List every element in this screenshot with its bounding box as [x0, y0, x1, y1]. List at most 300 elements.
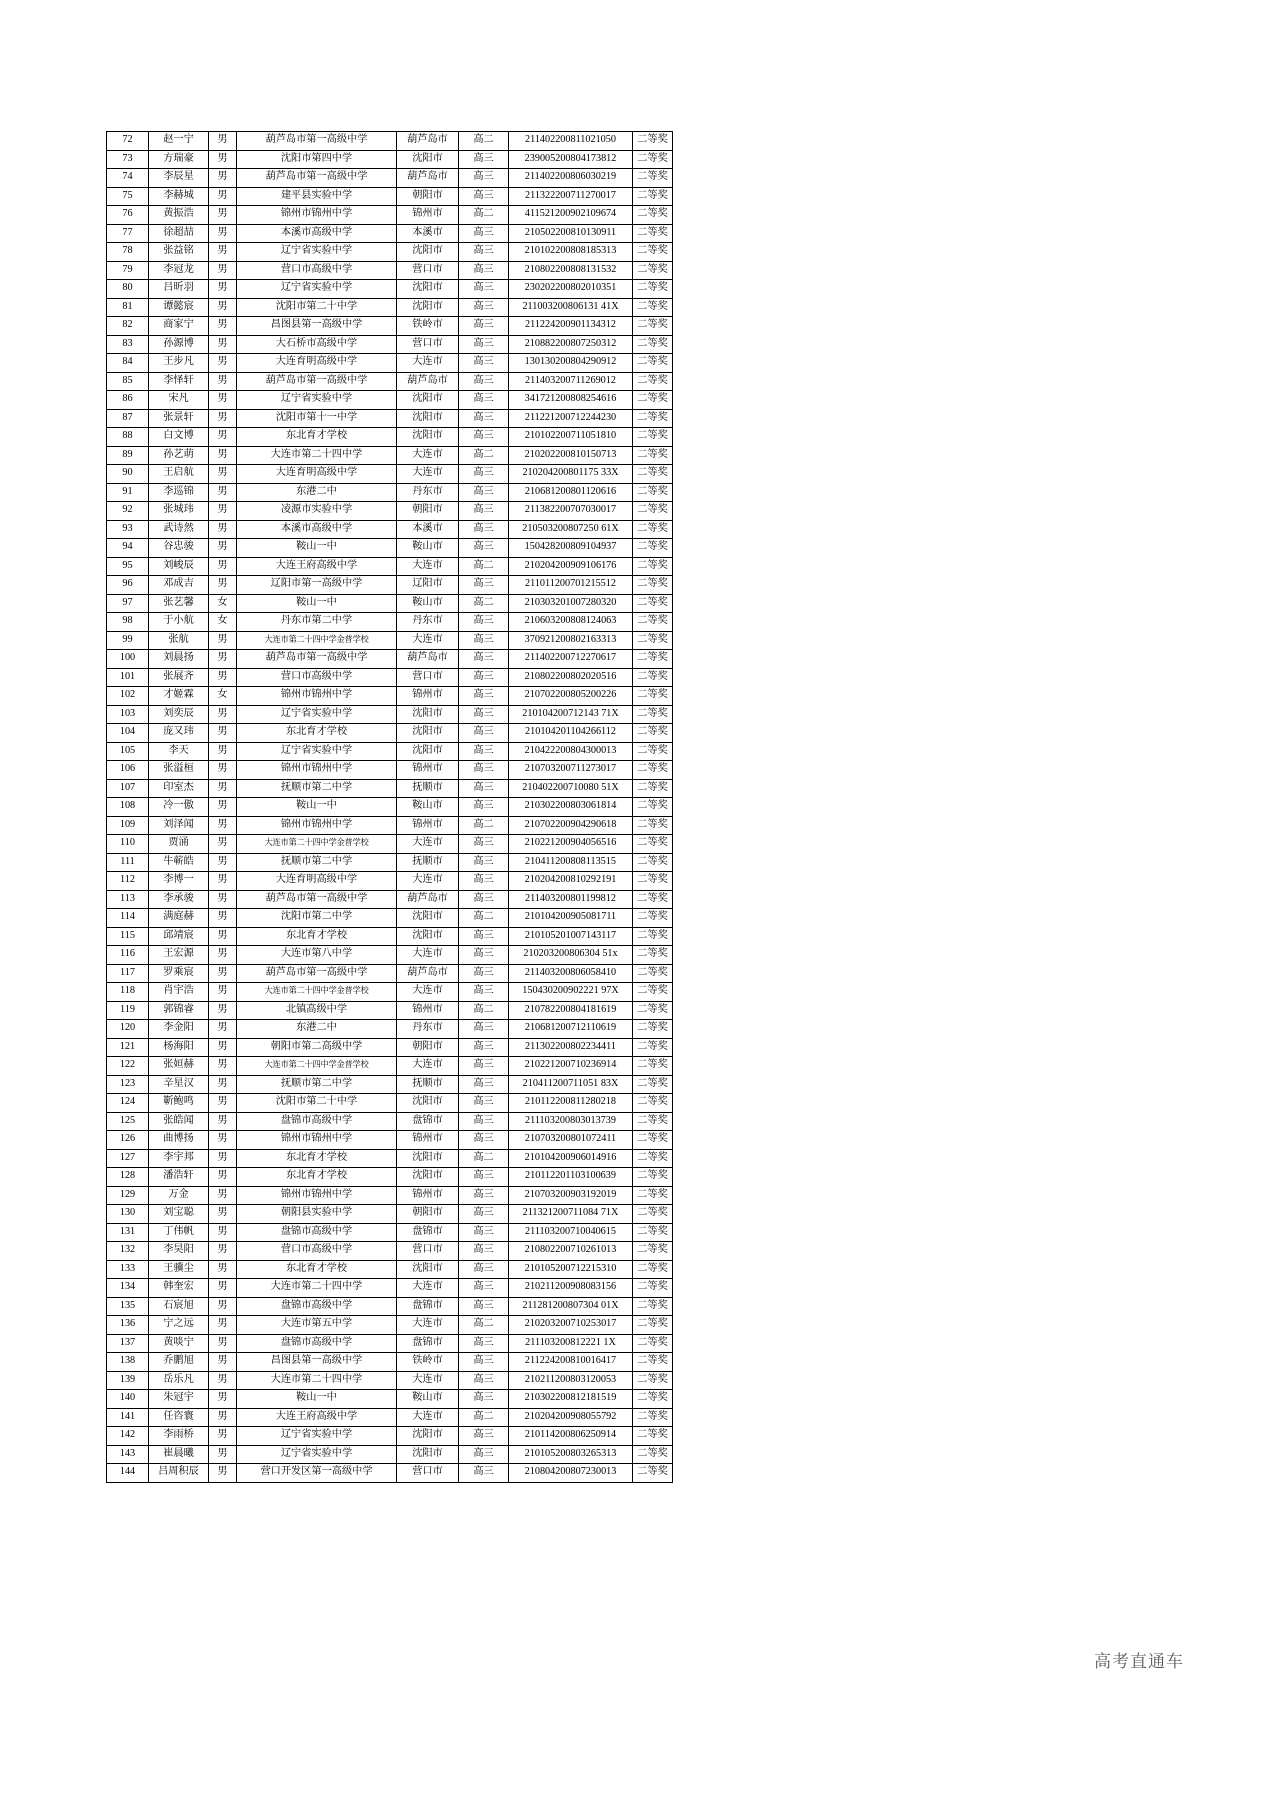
table-cell-id: 210402200710080 51X [509, 779, 633, 798]
table-cell-grade: 高三 [459, 187, 509, 206]
table-cell-no: 134 [107, 1279, 149, 1298]
table-row [107, 132, 673, 151]
table-row [107, 150, 673, 169]
table-cell-grade: 高三 [459, 1112, 509, 1131]
table-row [107, 1205, 673, 1224]
table-cell-name: 王骥尘 [149, 1260, 209, 1279]
table-cell-school: 大连市第二十四中学 [237, 1371, 397, 1390]
table-cell-school: 葫芦岛市第一高级中学 [237, 964, 397, 983]
table-cell-no: 141 [107, 1408, 149, 1427]
table-cell-id: 210204200908055792 [509, 1408, 633, 1427]
table-cell-city: 鞍山市 [397, 594, 459, 613]
table-cell-award: 二等奖 [633, 1260, 673, 1279]
table-cell-sex: 男 [209, 150, 237, 169]
table-cell-sex: 男 [209, 261, 237, 280]
table-cell-grade: 高二 [459, 446, 509, 465]
table-cell-school: 大连育明高级中学 [237, 354, 397, 373]
table-cell-name: 孙源博 [149, 335, 209, 354]
table-cell-grade: 高三 [459, 150, 509, 169]
table-row [107, 631, 673, 650]
table-row [107, 1112, 673, 1131]
table-cell-sex: 男 [209, 668, 237, 687]
award-list-body [107, 132, 673, 1483]
table-cell-name: 朱冠宇 [149, 1390, 209, 1409]
table-row [107, 187, 673, 206]
table-cell-id: 210303201007280320 [509, 594, 633, 613]
table-cell-sex: 男 [209, 1038, 237, 1057]
table-cell-school: 锦州市锦州中学 [237, 1186, 397, 1205]
table-cell-city: 营口市 [397, 335, 459, 354]
table-cell-name: 李天 [149, 742, 209, 761]
table-cell-award: 二等奖 [633, 150, 673, 169]
table-row [107, 1186, 673, 1205]
table-cell-name: 黄啖宁 [149, 1334, 209, 1353]
table-cell-grade: 高三 [459, 1445, 509, 1464]
table-cell-award: 二等奖 [633, 946, 673, 965]
table-cell-city: 大连市 [397, 446, 459, 465]
table-cell-school: 大连市第二十四中学金普学校 [237, 631, 397, 650]
table-cell-grade: 高三 [459, 1371, 509, 1390]
table-cell-school: 东港二中 [237, 1020, 397, 1039]
table-cell-sex: 男 [209, 1186, 237, 1205]
table-row [107, 391, 673, 410]
table-cell-city: 沈阳市 [397, 1445, 459, 1464]
table-cell-grade: 高三 [459, 650, 509, 669]
table-cell-no: 97 [107, 594, 149, 613]
table-cell-grade: 高二 [459, 909, 509, 928]
table-cell-sex: 男 [209, 853, 237, 872]
table-cell-school: 鞍山一中 [237, 1390, 397, 1409]
table-cell-award: 二等奖 [633, 631, 673, 650]
table-cell-city: 盘锦市 [397, 1297, 459, 1316]
table-cell-award: 二等奖 [633, 668, 673, 687]
table-cell-award: 二等奖 [633, 354, 673, 373]
table-cell-grade: 高二 [459, 1316, 509, 1335]
table-row [107, 372, 673, 391]
table-cell-name: 宋凡 [149, 391, 209, 410]
table-cell-sex: 男 [209, 1075, 237, 1094]
table-row [107, 1371, 673, 1390]
table-row [107, 594, 673, 613]
table-cell-award: 二等奖 [633, 687, 673, 706]
table-cell-city: 沈阳市 [397, 1094, 459, 1113]
table-row [107, 724, 673, 743]
table-cell-school: 抚顺市第二中学 [237, 779, 397, 798]
table-cell-name: 刘奕辰 [149, 705, 209, 724]
table-cell-sex: 男 [209, 409, 237, 428]
table-cell-award: 二等奖 [633, 1057, 673, 1076]
table-cell-id: 211103200710040615 [509, 1223, 633, 1242]
table-cell-name: 张展齐 [149, 668, 209, 687]
table-cell-id: 211403200806058410 [509, 964, 633, 983]
table-cell-award: 二等奖 [633, 927, 673, 946]
table-cell-sex: 男 [209, 835, 237, 854]
table-cell-city: 沈阳市 [397, 909, 459, 928]
table-cell-school: 大连市第五中学 [237, 1316, 397, 1335]
table-cell-id: 210102200808185313 [509, 243, 633, 262]
table-cell-school: 盘锦市高级中学 [237, 1223, 397, 1242]
table-cell-no: 105 [107, 742, 149, 761]
table-cell-grade: 高二 [459, 594, 509, 613]
table-cell-name: 宁之远 [149, 1316, 209, 1335]
table-cell-grade: 高三 [459, 354, 509, 373]
table-row [107, 169, 673, 188]
table-cell-id: 150428200809104937 [509, 539, 633, 558]
table-cell-sex: 男 [209, 761, 237, 780]
table-cell-grade: 高二 [459, 206, 509, 225]
table-row [107, 816, 673, 835]
table-cell-school: 东北育才学校 [237, 1168, 397, 1187]
table-cell-no: 107 [107, 779, 149, 798]
table-cell-id: 210104200906014916 [509, 1149, 633, 1168]
table-cell-city: 丹东市 [397, 1020, 459, 1039]
table-cell-id: 210302200812181519 [509, 1390, 633, 1409]
table-cell-no: 84 [107, 354, 149, 373]
table-cell-name: 赵一宁 [149, 132, 209, 151]
table-cell-award: 二等奖 [633, 428, 673, 447]
table-row [107, 1038, 673, 1057]
table-cell-sex: 男 [209, 816, 237, 835]
table-cell-id: 210703200903192019 [509, 1186, 633, 1205]
table-cell-city: 铁岭市 [397, 1353, 459, 1372]
table-cell-city: 铁岭市 [397, 317, 459, 336]
table-row [107, 224, 673, 243]
table-row [107, 280, 673, 299]
table-cell-sex: 女 [209, 594, 237, 613]
table-cell-name: 万金 [149, 1186, 209, 1205]
table-cell-sex: 女 [209, 687, 237, 706]
table-cell-grade: 高三 [459, 428, 509, 447]
table-cell-sex: 男 [209, 169, 237, 188]
table-cell-grade: 高三 [459, 927, 509, 946]
watermark-label: 高考直通车 [1094, 1652, 1184, 1671]
table-cell-grade: 高三 [459, 1242, 509, 1261]
table-cell-no: 82 [107, 317, 149, 336]
table-row [107, 539, 673, 558]
table-row [107, 779, 673, 798]
table-cell-grade: 高三 [459, 483, 509, 502]
table-cell-name: 张姮赫 [149, 1057, 209, 1076]
table-cell-name: 李赫城 [149, 187, 209, 206]
table-cell-award: 二等奖 [633, 243, 673, 262]
table-cell-award: 二等奖 [633, 1390, 673, 1409]
table-cell-id: 211403200711269012 [509, 372, 633, 391]
table-cell-school: 大连市第二十四中学 [237, 1279, 397, 1298]
table-cell-school: 营口市高级中学 [237, 668, 397, 687]
table-cell-school: 大石桥市高级中学 [237, 335, 397, 354]
table-cell-school: 东北育才学校 [237, 927, 397, 946]
table-cell-school: 营口市高级中学 [237, 261, 397, 280]
table-cell-grade: 高三 [459, 779, 509, 798]
table-cell-no: 112 [107, 872, 149, 891]
table-cell-city: 葫芦岛市 [397, 169, 459, 188]
table-cell-id: 370921200802163313 [509, 631, 633, 650]
table-cell-grade: 高二 [459, 1408, 509, 1427]
table-cell-school: 东北育才学校 [237, 1149, 397, 1168]
table-cell-name: 于小航 [149, 613, 209, 632]
table-cell-award: 二等奖 [633, 798, 673, 817]
table-cell-sex: 男 [209, 354, 237, 373]
table-cell-award: 二等奖 [633, 335, 673, 354]
table-cell-city: 锦州市 [397, 816, 459, 835]
table-cell-name: 牛蕲皓 [149, 853, 209, 872]
table-cell-id: 210104200905081711 [509, 909, 633, 928]
table-cell-grade: 高三 [459, 1297, 509, 1316]
table-cell-name: 罗乘宸 [149, 964, 209, 983]
table-cell-id: 210503200807250 61X [509, 520, 633, 539]
table-cell-school: 大连王府高级中学 [237, 557, 397, 576]
table-cell-school: 大连王府高级中学 [237, 1408, 397, 1427]
table-cell-sex: 男 [209, 1353, 237, 1372]
table-cell-city: 朝阳市 [397, 502, 459, 521]
table-cell-city: 沈阳市 [397, 724, 459, 743]
table-cell-name: 靳鲍鸣 [149, 1094, 209, 1113]
table-cell-city: 营口市 [397, 668, 459, 687]
table-cell-school: 大连育明高级中学 [237, 465, 397, 484]
table-cell-id: 210105200803265313 [509, 1445, 633, 1464]
table-cell-school: 朝阳县实验中学 [237, 1205, 397, 1224]
table-row [107, 1001, 673, 1020]
table-cell-grade: 高三 [459, 298, 509, 317]
table-cell-sex: 男 [209, 1445, 237, 1464]
table-cell-school: 辽宁省实验中学 [237, 391, 397, 410]
table-cell-award: 二等奖 [633, 298, 673, 317]
table-cell-sex: 男 [209, 317, 237, 336]
table-cell-city: 沈阳市 [397, 428, 459, 447]
table-row [107, 613, 673, 632]
table-cell-sex: 男 [209, 705, 237, 724]
table-cell-name: 刘泽闻 [149, 816, 209, 835]
table-cell-city: 盘锦市 [397, 1223, 459, 1242]
table-row [107, 243, 673, 262]
table-cell-grade: 高三 [459, 1057, 509, 1076]
table-cell-award: 二等奖 [633, 520, 673, 539]
table-cell-sex: 男 [209, 724, 237, 743]
table-cell-id: 211322200711270017 [509, 187, 633, 206]
table-cell-award: 二等奖 [633, 1242, 673, 1261]
table-cell-city: 大连市 [397, 872, 459, 891]
table-cell-award: 二等奖 [633, 1001, 673, 1020]
table-cell-no: 140 [107, 1390, 149, 1409]
table-cell-sex: 男 [209, 1242, 237, 1261]
table-cell-name: 武诗然 [149, 520, 209, 539]
table-cell-name: 张溢桓 [149, 761, 209, 780]
table-cell-school: 锦州市锦州中学 [237, 687, 397, 706]
table-row [107, 520, 673, 539]
table-cell-name: 辛星汉 [149, 1075, 209, 1094]
table-cell-school: 辽宁省实验中学 [237, 1427, 397, 1446]
table-cell-grade: 高二 [459, 557, 509, 576]
table-cell-sex: 男 [209, 502, 237, 521]
table-cell-city: 沈阳市 [397, 243, 459, 262]
table-cell-city: 盘锦市 [397, 1112, 459, 1131]
table-cell-id: 411521200902109674 [509, 206, 633, 225]
table-cell-grade: 高三 [459, 520, 509, 539]
table-cell-no: 95 [107, 557, 149, 576]
table-cell-grade: 高三 [459, 335, 509, 354]
table-cell-name: 才姬霖 [149, 687, 209, 706]
table-cell-grade: 高三 [459, 1464, 509, 1483]
table-cell-school: 盘锦市高级中学 [237, 1112, 397, 1131]
table-cell-award: 二等奖 [633, 557, 673, 576]
table-cell-id: 210502200810130911 [509, 224, 633, 243]
table-row [107, 964, 673, 983]
table-row [107, 1297, 673, 1316]
table-cell-id: 210422200804300013 [509, 742, 633, 761]
table-cell-id: 210802200808131532 [509, 261, 633, 280]
table-cell-award: 二等奖 [633, 1464, 673, 1483]
table-row [107, 872, 673, 891]
table-cell-no: 131 [107, 1223, 149, 1242]
table-cell-no: 101 [107, 668, 149, 687]
table-cell-no: 92 [107, 502, 149, 521]
table-cell-award: 二等奖 [633, 705, 673, 724]
table-cell-award: 二等奖 [633, 779, 673, 798]
table-row [107, 1057, 673, 1076]
table-cell-name: 乔鹏旭 [149, 1353, 209, 1372]
table-cell-no: 125 [107, 1112, 149, 1131]
table-cell-city: 营口市 [397, 1464, 459, 1483]
table-cell-city: 本溪市 [397, 520, 459, 539]
table-cell-no: 116 [107, 946, 149, 965]
table-cell-sex: 男 [209, 1112, 237, 1131]
table-cell-grade: 高三 [459, 1279, 509, 1298]
table-cell-school: 葫芦岛市第一高级中学 [237, 372, 397, 391]
table-cell-id: 210802200802020516 [509, 668, 633, 687]
table-cell-id: 211403200801199812 [509, 890, 633, 909]
table-row [107, 909, 673, 928]
table-cell-sex: 男 [209, 1390, 237, 1409]
table-cell-name: 刘宝聪 [149, 1205, 209, 1224]
table-cell-grade: 高二 [459, 1149, 509, 1168]
table-cell-no: 86 [107, 391, 149, 410]
table-cell-award: 二等奖 [633, 576, 673, 595]
table-cell-school: 大连市第二十四中学金普学校 [237, 983, 397, 1002]
table-cell-no: 110 [107, 835, 149, 854]
table-cell-id: 210703200801072411 [509, 1131, 633, 1150]
table-cell-id: 211003200806131 41X [509, 298, 633, 317]
table-cell-city: 锦州市 [397, 687, 459, 706]
table-cell-award: 二等奖 [633, 1223, 673, 1242]
table-row [107, 687, 673, 706]
table-row [107, 298, 673, 317]
table-cell-no: 72 [107, 132, 149, 151]
table-cell-city: 锦州市 [397, 1001, 459, 1020]
table-cell-award: 二等奖 [633, 1353, 673, 1372]
table-cell-city: 沈阳市 [397, 409, 459, 428]
table-cell-grade: 高三 [459, 409, 509, 428]
table-row [107, 853, 673, 872]
table-cell-id: 210782200804181619 [509, 1001, 633, 1020]
table-cell-sex: 男 [209, 1334, 237, 1353]
table-cell-grade: 高三 [459, 280, 509, 299]
table-row [107, 761, 673, 780]
table-cell-id: 211011200701215512 [509, 576, 633, 595]
table-cell-school: 东港二中 [237, 483, 397, 502]
table-cell-no: 138 [107, 1353, 149, 1372]
table-cell-id: 210203200806304 51x [509, 946, 633, 965]
table-cell-name: 李昊阳 [149, 1242, 209, 1261]
table-cell-sex: 女 [209, 613, 237, 632]
table-row [107, 261, 673, 280]
table-cell-grade: 高三 [459, 687, 509, 706]
table-cell-grade: 高三 [459, 1223, 509, 1242]
table-cell-no: 90 [107, 465, 149, 484]
table-cell-no: 111 [107, 853, 149, 872]
table-cell-award: 二等奖 [633, 187, 673, 206]
table-cell-school: 鞍山一中 [237, 539, 397, 558]
table-cell-grade: 高三 [459, 1020, 509, 1039]
table-cell-city: 营口市 [397, 1242, 459, 1261]
table-cell-city: 沈阳市 [397, 1168, 459, 1187]
table-row [107, 576, 673, 595]
table-cell-name: 贾涌 [149, 835, 209, 854]
table-cell-name: 曲博扬 [149, 1131, 209, 1150]
table-cell-name: 白文博 [149, 428, 209, 447]
table-cell-sex: 男 [209, 1131, 237, 1150]
table-cell-award: 二等奖 [633, 853, 673, 872]
table-cell-sex: 男 [209, 1168, 237, 1187]
table-cell-no: 120 [107, 1020, 149, 1039]
table-cell-grade: 高三 [459, 261, 509, 280]
table-cell-no: 115 [107, 927, 149, 946]
table-cell-school: 葫芦岛市第一高级中学 [237, 132, 397, 151]
table-cell-grade: 高三 [459, 391, 509, 410]
table-cell-name: 张艺馨 [149, 594, 209, 613]
table-cell-school: 盘锦市高级中学 [237, 1297, 397, 1316]
table-cell-sex: 男 [209, 391, 237, 410]
table-cell-grade: 高二 [459, 1001, 509, 1020]
table-cell-award: 二等奖 [633, 261, 673, 280]
table-cell-name: 徐超喆 [149, 224, 209, 243]
table-row [107, 650, 673, 669]
table-cell-city: 葫芦岛市 [397, 964, 459, 983]
table-cell-sex: 男 [209, 946, 237, 965]
table-cell-id: 211402200806030219 [509, 169, 633, 188]
table-cell-grade: 高三 [459, 872, 509, 891]
table-cell-school: 昌图县第一高级中学 [237, 1353, 397, 1372]
table-cell-city: 沈阳市 [397, 1149, 459, 1168]
table-cell-grade: 高三 [459, 742, 509, 761]
table-cell-sex: 男 [209, 1205, 237, 1224]
table-cell-school: 鞍山一中 [237, 798, 397, 817]
table-row [107, 1149, 673, 1168]
table-cell-award: 二等奖 [633, 1168, 673, 1187]
table-row [107, 1279, 673, 1298]
table-cell-id: 210112201103100639 [509, 1168, 633, 1187]
table-cell-name: 李博一 [149, 872, 209, 891]
table-cell-award: 二等奖 [633, 964, 673, 983]
table-cell-award: 二等奖 [633, 539, 673, 558]
table-cell-grade: 高三 [459, 372, 509, 391]
table-row [107, 1334, 673, 1353]
table-cell-school: 东北育才学校 [237, 724, 397, 743]
table-cell-grade: 高三 [459, 798, 509, 817]
table-cell-sex: 男 [209, 779, 237, 798]
table-cell-grade: 高三 [459, 317, 509, 336]
table-row [107, 1260, 673, 1279]
table-cell-id: 210105201007143117 [509, 927, 633, 946]
table-cell-name: 杨海阳 [149, 1038, 209, 1057]
table-cell-name: 李辰星 [149, 169, 209, 188]
table-cell-id: 211302200802234411 [509, 1038, 633, 1057]
table-cell-city: 大连市 [397, 631, 459, 650]
table-row [107, 705, 673, 724]
table-cell-award: 二等奖 [633, 169, 673, 188]
table-cell-sex: 男 [209, 964, 237, 983]
table-cell-grade: 高三 [459, 1334, 509, 1353]
table-cell-award: 二等奖 [633, 1316, 673, 1335]
